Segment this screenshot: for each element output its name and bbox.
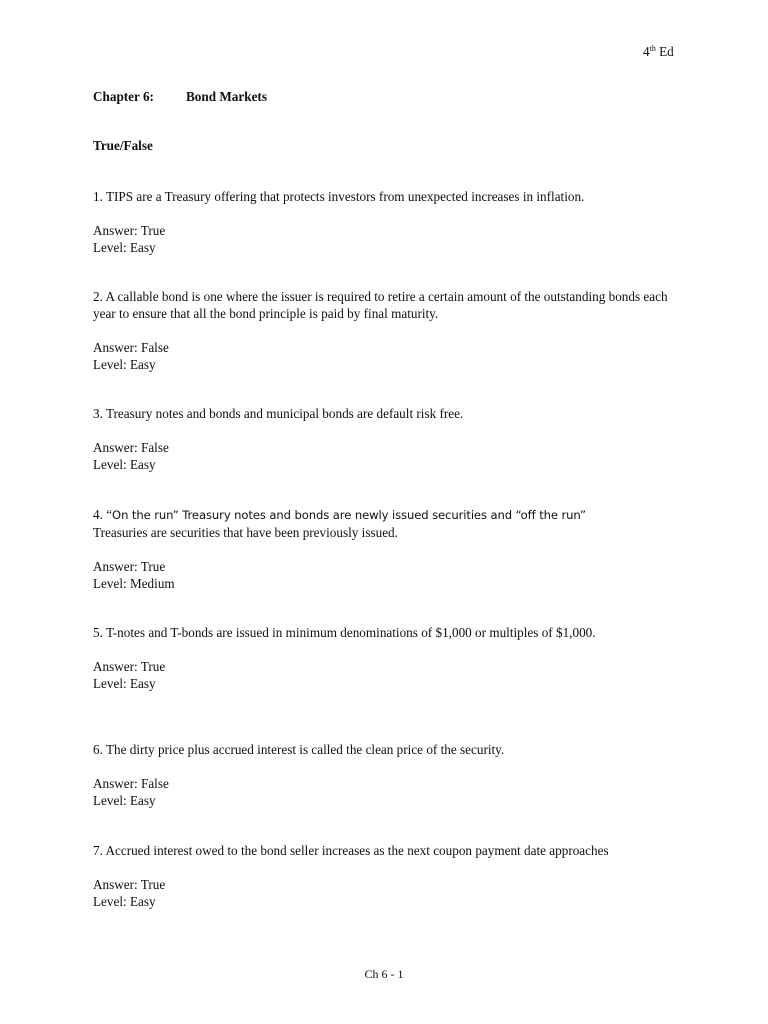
page-footer: Ch 6 - 1: [364, 967, 404, 981]
question-level: Level: Easy: [93, 894, 156, 909]
question-2: [93, 288, 683, 373]
question-stem-line-1: [93, 506, 683, 524]
question-answer: Answer: False: [93, 776, 169, 791]
question-stem: 3. Treasury notes and bonds and municipal bonds are default risk free.: [93, 406, 464, 421]
edition-label: [643, 43, 674, 60]
question-7: [93, 842, 683, 910]
question-answer: Answer: True: [93, 559, 166, 574]
question-1: [93, 188, 683, 256]
question-level: Level: Medium: [93, 576, 175, 591]
question-stem: 1. TIPS are a Treasury offering that protects investors from unexpected increases in inflation.: [93, 189, 585, 204]
question-level: Level: Easy: [93, 793, 156, 808]
question-level: Level: Easy: [93, 676, 156, 691]
question-answer: Answer: False: [93, 440, 169, 455]
question-5: [93, 624, 683, 692]
question-stem-line-2: Treasuries are securities that have been previously issued.: [93, 525, 398, 540]
question-stem: 2. A callable bond is one where the issuer is required to retire a certain amount of the outstanding bonds each year to ensure that all the bond principle is paid by final maturity.: [93, 289, 668, 321]
edition-superscript: th: [649, 44, 656, 53]
question-stem: 5. T-notes and T-bonds are issued in minimum denominations of $1,000 or multiples of $1,000.: [93, 625, 596, 640]
question-4: [93, 506, 683, 592]
edition-number: 4: [643, 44, 650, 59]
question-answer: Answer: True: [93, 659, 166, 674]
question-answer: Answer: True: [93, 877, 166, 892]
question-stem: 7. Accrued interest owed to the bond seller increases as the next coupon payment date approaches: [93, 843, 609, 858]
chapter-title: Bond Markets: [186, 89, 267, 104]
question-level: Level: Easy: [93, 457, 156, 472]
question-stem: 6. The dirty price plus accrued interest is called the clean price of the security.: [93, 742, 505, 757]
question-level: Level: Easy: [93, 357, 156, 372]
edition-suffix: Ed: [655, 44, 674, 59]
question-3: [93, 405, 683, 473]
question-6: [93, 741, 683, 809]
question-answer: Answer: True: [93, 223, 166, 238]
question-answer: Answer: False: [93, 340, 169, 355]
chapter-number: Chapter 6:: [93, 89, 154, 104]
question-stem-alt-font: On the run” Treasury notes and bonds are newly issued securities and “off the run”: [112, 508, 586, 522]
chapter-heading: [93, 88, 267, 105]
question-level: Level: Easy: [93, 240, 156, 255]
question-stem-prefix: 4. “: [93, 507, 113, 522]
section-heading: True/False: [93, 138, 153, 153]
